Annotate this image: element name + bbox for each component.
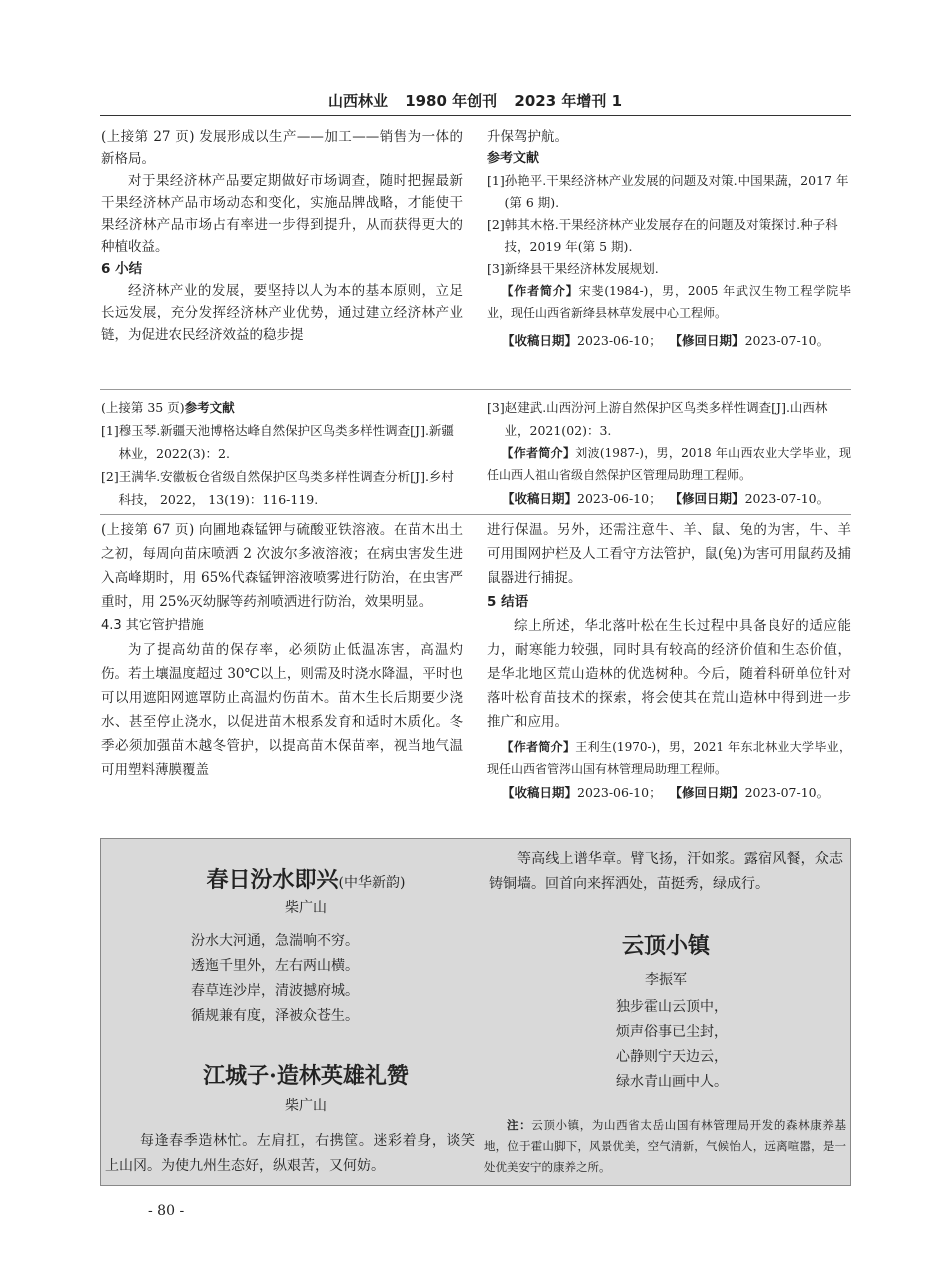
section-divider-1 (100, 389, 851, 390)
sec1-para2: 对于果经济林产品要定期做好市场调查，随时把握最新干果经济林产品市场动态和变化，实施品牌战略，才能使干果经济林产品市场占有率进一步得到提升，从而获得更大的种植收益。 (101, 173, 463, 255)
sec1-recv-date: 2023-06-10； (577, 333, 662, 348)
sec1-ref-2: [2]韩其木格.干果经济林产业发展存在的问题及对策探讨.种子科技，2019 年(第 5 期). (487, 217, 838, 254)
sec2-left-column (101, 396, 463, 511)
poem3-title: 云顶小镇 (621, 933, 710, 959)
note-text: 云顶小镇，为山西省太岳山国有林管理局开发的森林康养基地，位于霍山脚下，风景优美，空气清新，气候怡人，远离喧嚣，是一处优美安宁的康养之所。 (484, 1118, 847, 1174)
poem2-body-part1: 每逢春季造林忙。左肩扛，右携筐。迷彩着身，谈笑上山冈。为使九州生态好，纵艰苦，又何妨。 (105, 1133, 475, 1174)
poem3-author: 李振军 (645, 972, 687, 988)
sec2-bio-text: 刘波(1987-)，男，2018 年山西农业大学毕业，现任山西人祖山省级自然保护区管理局助理工程师。 (487, 446, 851, 482)
sec3-author-bio (487, 736, 851, 780)
poem3-line: 烦声俗事已尘封， (616, 1024, 728, 1040)
sec2-refs-title: 参考文献 (184, 400, 235, 415)
sec1-refs-title: 参考文献 (487, 151, 540, 166)
sec2-dates (487, 488, 851, 510)
poem2-body-part2: 等高线上谱华章。臂飞扬，汗如浆。露宿风餐，众志铸铜墙。回首向来挥洒处，苗挺秀，绿成行。 (489, 851, 843, 892)
founded-year: 1980 年创刊 (405, 92, 498, 110)
sec3-bio-text: 王利生(1970-)，男，2021 年东北林业大学毕业，现任山西省管涔山国有林管理局助理工程师。 (487, 740, 851, 776)
sec3-para2-right: 综上所述，华北落叶松在生长过程中具备良好的适应能力，耐寒能力较强，同时具有较高的经济价值和生态价值，是华北地区荒山造林的优选树种。今后，随着科研单位针对落叶松育苗技术的探索，将会使其在荒山造林中得到进一步推广和应用。 (487, 618, 851, 730)
sec3-heading-4-3: 4.3 其它管护措施 (101, 618, 204, 633)
sec3-bio-label: 【作者简介】 (501, 740, 576, 754)
poem3-line: 心静则宁天边云， (616, 1049, 728, 1065)
poem1-title-text: 春日汾水即兴 (206, 867, 339, 893)
sec3-rev-date: 2023-07-10。 (744, 785, 830, 800)
sec2-author-bio (487, 442, 851, 486)
sec3-heading-5: 5 结语 (487, 594, 529, 610)
sec2-rev-label: 【修回日期】 (669, 491, 745, 506)
page-number: - 80 - (148, 1203, 185, 1219)
poem1-line: 春草连沙岸，清波撼府城。 (191, 983, 359, 999)
sec2-ref-2: [2]王满华.安徽板仓省级自然保护区鸟类多样性调查分析[J].乡村科技， 2022， 13(19)：116-119. (101, 469, 454, 507)
poem2-title: 江城子·造林英雄礼赞 (203, 1063, 409, 1089)
poem3-line: 独步霍山云顶中， (616, 999, 728, 1015)
sec3-para1: (上接第 67 页) 向圃地森锰钾与硫酸亚铁溶液。在苗木出土之初，每周向苗床喷洒 2 次波尔多液溶液；在病虫害发生进入高峰期时，用 65%代森锰钾溶液喷雾进行防治，在虫害严重时，用 25%灭幼脲等药剂喷洒进行防治，效果明显。 (101, 522, 463, 610)
sec2-recv-label: 【收稿日期】 (502, 491, 578, 506)
sec3-para2: 为了提高幼苗的保存率，必须防止低温冻害，高温灼伤。若土壤温度超过 30℃以上，则需及时浇水降温，平时也可以用遮阳网遮罩防止高温灼伤苗木。苗木生长后期要少浇水、甚至停止浇水，以促进苗木根系发育和适时木质化。冬季必须加强苗木越冬管护，以提高苗木保苗率，视当地气温可用塑料薄膜覆盖 (101, 642, 463, 778)
poem3-body (616, 995, 816, 1095)
sec3-right-column (487, 518, 851, 804)
sec1-recv-label: 【收稿日期】 (502, 333, 578, 348)
sec1-continuation: 升保驾护航。 (487, 129, 568, 145)
poem1-line: 循规兼有度，泽被众苍生。 (191, 1008, 359, 1024)
header-rule (100, 115, 851, 116)
poem1-body (191, 929, 451, 1029)
issue-label: 2023 年增刊 1 (514, 92, 623, 110)
poem1-line: 汾水大河通，急湍响不穷。 (191, 933, 359, 949)
sec1-left-column (101, 126, 463, 346)
sec3-para1-right: 进行保温。另外，还需注意牛、羊、鼠、兔的为害，牛、羊可用围网护栏及人工看守方法管护，鼠(兔)为害可用鼠药及捕鼠器进行捕捉。 (487, 522, 851, 586)
sec2-bio-label: 【作者简介】 (501, 446, 576, 460)
sec2-recv-date: 2023-06-10； (577, 491, 662, 506)
poem2-author: 柴广山 (285, 1098, 327, 1114)
sec3-dates (487, 782, 851, 804)
sec1-bio-label: 【作者简介】 (501, 284, 579, 298)
sec3-recv-label: 【收稿日期】 (502, 785, 578, 800)
sec1-author-bio (487, 280, 851, 324)
poem1-line: 透迤千里外，左右两山横。 (191, 958, 359, 974)
sec2-continuation: (上接第 35 页) (101, 400, 185, 415)
journal-name: 山西林业 (327, 92, 388, 110)
sec1-bio-text: 宋斐(1984-)，男，2005 年武汉生物工程学院毕业，现任山西省新绛县林草发展中心工程师。 (487, 284, 851, 320)
sec3-recv-date: 2023-06-10； (577, 785, 662, 800)
sec2-rev-date: 2023-07-10。 (744, 491, 830, 506)
poetry-box (100, 838, 851, 1186)
sec2-right-column (487, 396, 851, 510)
section-divider-2 (100, 514, 851, 515)
sec2-ref-1: [1]穆玉琴.新疆天池博格达峰自然保护区鸟类多样性调查[J].新疆林业，2022(3)：2. (101, 423, 454, 461)
sec1-ref-3: [3]新绛县干果经济林发展规划. (487, 261, 659, 276)
sec1-rev-date: 2023-07-10。 (744, 333, 830, 348)
sec1-right-column (487, 126, 851, 352)
sec1-para1: (上接第 27 页) 发展形成以生产——加工——销售为一体的新格局。 (101, 129, 463, 167)
poem3-note (484, 1115, 846, 1178)
sec2-ref-3: [3]赵建武.山西汾河上游自然保护区鸟类多样性调查[J].山西林业，2021(02)：3. (487, 400, 828, 438)
poem1-subtitle: (中华新韵) (338, 875, 406, 891)
sec1-ref-1: [1]孙艳平.干果经济林产业发展的问题及对策.中国果蔬，2017 年(第 6 期). (487, 173, 849, 210)
poem1-title (161, 863, 451, 894)
poem3-line: 绿水青山画中人。 (616, 1074, 728, 1090)
sec1-para3: 经济林产业的发展，要坚持以人为本的基本原则，立足长远发展，充分发挥经济林产业优势，通过建立经济林产业链，为促进农民经济效益的稳步提 (101, 283, 463, 343)
sec3-rev-label: 【修回日期】 (669, 785, 745, 800)
poem1-author: 柴广山 (285, 900, 327, 916)
sec1-heading-6: 6 小结 (101, 261, 143, 277)
sec3-left-column (101, 518, 463, 782)
sec1-dates (487, 330, 851, 352)
sec1-rev-label: 【修回日期】 (669, 333, 745, 348)
running-header (0, 90, 950, 111)
note-label: 注： (507, 1118, 532, 1132)
